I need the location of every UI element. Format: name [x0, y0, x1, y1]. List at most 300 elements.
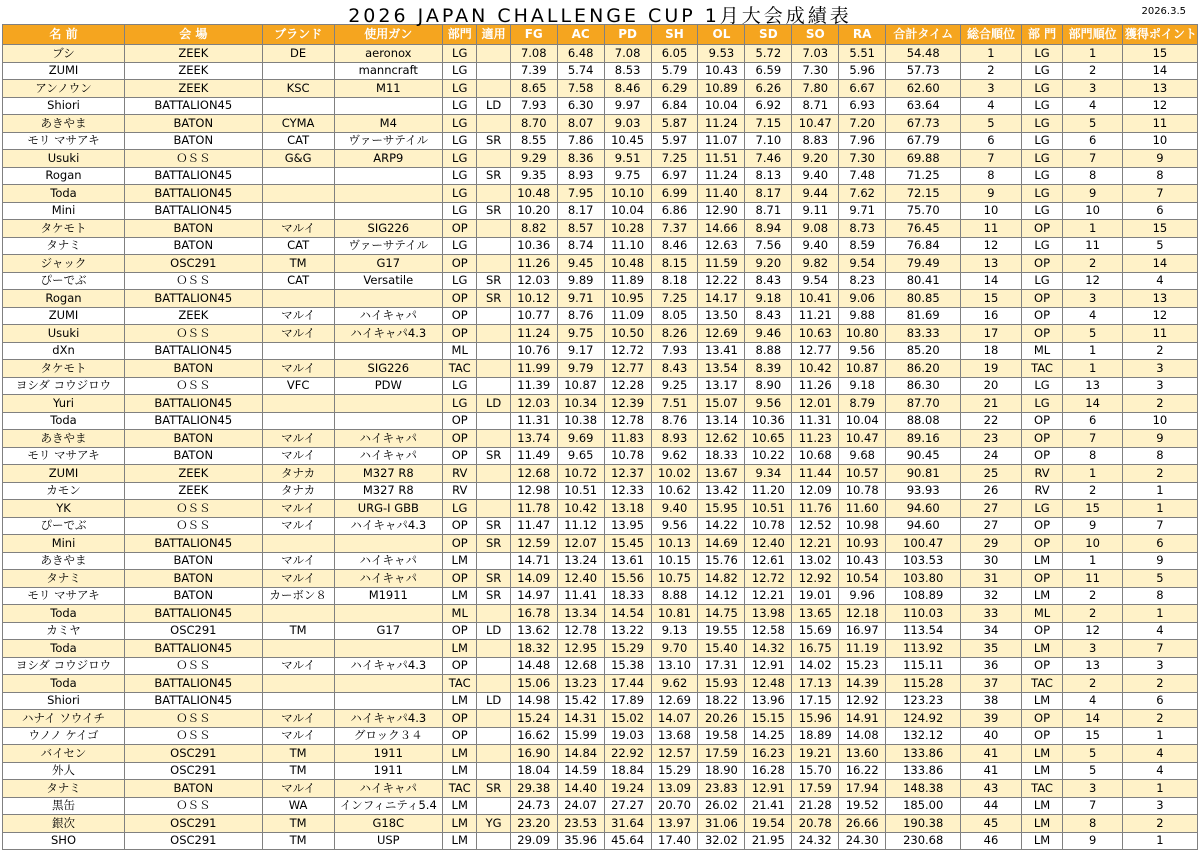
- table-cell: 1: [1063, 342, 1122, 360]
- table-row: [3, 395, 1198, 413]
- table-cell: 9.29: [510, 150, 557, 168]
- table-cell: OP: [1021, 412, 1063, 430]
- table-cell: 12.57: [651, 745, 698, 763]
- table-cell: 87.70: [886, 395, 961, 413]
- table-cell: 11.41: [557, 587, 604, 605]
- table-cell: LM: [1021, 640, 1063, 658]
- report-date: 2026.3.5: [1141, 6, 1186, 17]
- table-cell: 12.48: [745, 675, 792, 693]
- table-cell: 18.32: [510, 640, 557, 658]
- table-cell: 14.07: [651, 710, 698, 728]
- table-cell: 10.80: [839, 325, 886, 343]
- table-cell: 4: [961, 97, 1021, 115]
- table-row: [3, 80, 1198, 98]
- table-row: [3, 605, 1198, 623]
- table-cell: インフィニティ5.4: [334, 797, 442, 815]
- table-cell: 10.77: [510, 307, 557, 325]
- table-cell: [477, 710, 510, 728]
- table-cell: 9.75: [557, 325, 604, 343]
- table-cell: 32.02: [698, 832, 745, 850]
- table-cell: 12.63: [698, 237, 745, 255]
- table-cell: 23.83: [698, 780, 745, 798]
- table-row: [3, 132, 1198, 150]
- table-cell: 123.23: [886, 692, 961, 710]
- table-cell: 8: [1063, 447, 1122, 465]
- table-cell: 26.66: [839, 815, 886, 833]
- table-cell: 2: [1063, 587, 1122, 605]
- table-cell: [477, 377, 510, 395]
- table-cell: BATON: [125, 570, 263, 588]
- table-cell: OP: [443, 657, 477, 675]
- table-cell: 10.34: [557, 395, 604, 413]
- table-row: [3, 412, 1198, 430]
- table-cell: ML: [1021, 342, 1063, 360]
- table-cell: 外人: [3, 762, 125, 780]
- table-cell: ブシ: [3, 45, 125, 63]
- table-cell: OP: [443, 710, 477, 728]
- table-cell: 11: [961, 220, 1021, 238]
- table-cell: [334, 167, 442, 185]
- table-cell: 2: [1063, 675, 1122, 693]
- table-cell: [262, 675, 334, 693]
- table-cell: 19.01: [792, 587, 839, 605]
- table-cell: 8.36: [557, 150, 604, 168]
- table-cell: 7.08: [604, 45, 651, 63]
- table-cell: LG: [1021, 132, 1063, 150]
- table-cell: 10: [1063, 202, 1122, 220]
- table-cell: 7.48: [839, 167, 886, 185]
- table-cell: TM: [262, 815, 334, 833]
- table-cell: 13.74: [510, 430, 557, 448]
- table-cell: [334, 290, 442, 308]
- table-cell: 9.20: [745, 255, 792, 273]
- table-cell: 22.92: [604, 745, 651, 763]
- table-cell: 9: [1063, 517, 1122, 535]
- table-cell: LM: [443, 587, 477, 605]
- table-cell: Usuki: [3, 150, 125, 168]
- table-cell: 190.38: [886, 815, 961, 833]
- table-cell: 12.52: [792, 517, 839, 535]
- table-cell: 13: [1063, 377, 1122, 395]
- table-cell: 10.22: [745, 447, 792, 465]
- table-cell: OP: [443, 535, 477, 553]
- table-cell: 9.08: [792, 220, 839, 238]
- table-cell: LG: [443, 132, 477, 150]
- table-cell: マルイ: [262, 727, 334, 745]
- table-cell: 45: [961, 815, 1021, 833]
- table-cell: 132.12: [886, 727, 961, 745]
- table-cell: 23.53: [557, 815, 604, 833]
- table-cell: 10.62: [651, 482, 698, 500]
- table-cell: 15.96: [792, 710, 839, 728]
- table-cell: DE: [262, 45, 334, 63]
- table-cell: [477, 640, 510, 658]
- table-cell: SR: [477, 132, 510, 150]
- table-cell: RV: [443, 482, 477, 500]
- table-cell: モリ マサアキ: [3, 447, 125, 465]
- table-cell: 6.30: [557, 97, 604, 115]
- table-cell: 7: [1063, 797, 1122, 815]
- table-cell: ML: [443, 605, 477, 623]
- table-cell: Yuri: [3, 395, 125, 413]
- table-cell: LG: [443, 272, 477, 290]
- table-cell: Usuki: [3, 325, 125, 343]
- table-cell: 3: [1063, 780, 1122, 798]
- table-cell: 1: [1122, 832, 1197, 850]
- table-cell: 10.04: [604, 202, 651, 220]
- table-cell: BATON: [125, 552, 263, 570]
- table-cell: 14.98: [510, 692, 557, 710]
- table-cell: 18.84: [604, 762, 651, 780]
- table-cell: 12.77: [604, 360, 651, 378]
- table-cell: 115.28: [886, 675, 961, 693]
- table-cell: 7: [1122, 640, 1197, 658]
- table-cell: OP: [443, 517, 477, 535]
- table-row: [3, 447, 1198, 465]
- table-cell: LM: [1021, 762, 1063, 780]
- table-cell: 15.93: [698, 675, 745, 693]
- table-cell: 10: [1063, 535, 1122, 553]
- table-cell: 19.21: [792, 745, 839, 763]
- table-cell: [262, 290, 334, 308]
- table-cell: 81.69: [886, 307, 961, 325]
- table-cell: 10.02: [651, 465, 698, 483]
- table-cell: ZEEK: [125, 45, 263, 63]
- table-cell: RV: [1021, 482, 1063, 500]
- table-cell: 79.49: [886, 255, 961, 273]
- table-cell: 4: [1122, 622, 1197, 640]
- table-cell: 11: [1122, 115, 1197, 133]
- column-header: 名 前: [3, 25, 125, 45]
- table-cell: 76.45: [886, 220, 961, 238]
- table-cell: 11.09: [604, 307, 651, 325]
- table-cell: [477, 430, 510, 448]
- table-cell: 69.88: [886, 150, 961, 168]
- table-cell: ハイキャパ: [334, 570, 442, 588]
- table-cell: 1911: [334, 762, 442, 780]
- table-cell: BATTALION45: [125, 290, 263, 308]
- table-cell: 103.80: [886, 570, 961, 588]
- table-cell: ZEEK: [125, 482, 263, 500]
- table-cell: SR: [477, 167, 510, 185]
- table-cell: [477, 307, 510, 325]
- table-cell: 12.07: [557, 535, 604, 553]
- table-cell: 7.20: [839, 115, 886, 133]
- table-cell: SR: [477, 517, 510, 535]
- table-row: [3, 325, 1198, 343]
- table-cell: Toda: [3, 605, 125, 623]
- table-cell: G&G: [262, 150, 334, 168]
- table-cell: マルイ: [262, 325, 334, 343]
- table-cell: 9.56: [839, 342, 886, 360]
- table-cell: ジャック: [3, 255, 125, 273]
- column-header: 部門: [443, 25, 477, 45]
- table-cell: 19.24: [604, 780, 651, 798]
- table-cell: 15.69: [792, 622, 839, 640]
- table-cell: 9.40: [792, 167, 839, 185]
- table-cell: 15.15: [745, 710, 792, 728]
- table-cell: 7.58: [557, 80, 604, 98]
- table-cell: 9.46: [745, 325, 792, 343]
- column-header: AC: [557, 25, 604, 45]
- table-cell: ハイキャパ: [334, 447, 442, 465]
- table-cell: 90.81: [886, 465, 961, 483]
- table-cell: 12.98: [510, 482, 557, 500]
- table-cell: 1: [1122, 500, 1197, 518]
- table-cell: 9.70: [651, 640, 698, 658]
- table-cell: [262, 185, 334, 203]
- table-cell: [262, 342, 334, 360]
- table-cell: 5: [1122, 237, 1197, 255]
- table-cell: ハイキャパ4.3: [334, 710, 442, 728]
- table-cell: 133.86: [886, 762, 961, 780]
- table-row: [3, 517, 1198, 535]
- table-cell: TAC: [1021, 360, 1063, 378]
- table-cell: OP: [443, 727, 477, 745]
- table-cell: 11.60: [839, 500, 886, 518]
- table-cell: [334, 412, 442, 430]
- table-cell: 1: [1122, 605, 1197, 623]
- table-cell: 15.23: [839, 657, 886, 675]
- table-cell: LG: [1021, 62, 1063, 80]
- column-header: 会 場: [125, 25, 263, 45]
- table-cell: 13: [961, 255, 1021, 273]
- table-cell: 45.64: [604, 832, 651, 850]
- table-cell: 17.40: [651, 832, 698, 850]
- table-cell: 7.10: [745, 132, 792, 150]
- table-cell: OP: [1021, 570, 1063, 588]
- table-cell: 7: [1122, 185, 1197, 203]
- table-cell: LG: [443, 237, 477, 255]
- table-cell: [477, 762, 510, 780]
- table-cell: LG: [443, 62, 477, 80]
- table-cell: 13.62: [510, 622, 557, 640]
- table-cell: SR: [477, 570, 510, 588]
- table-cell: 12.18: [839, 605, 886, 623]
- table-cell: 14.59: [557, 762, 604, 780]
- table-cell: 8: [1122, 587, 1197, 605]
- table-cell: [334, 692, 442, 710]
- table-cell: ＯＳＳ: [125, 377, 263, 395]
- table-cell: 20: [961, 377, 1021, 395]
- table-cell: 8.88: [651, 587, 698, 605]
- table-cell: LG: [1021, 395, 1063, 413]
- table-cell: 35: [961, 640, 1021, 658]
- table-cell: 5: [1063, 762, 1122, 780]
- table-row: [3, 202, 1198, 220]
- table-cell: 13.22: [604, 622, 651, 640]
- table-cell: 15.29: [651, 762, 698, 780]
- table-cell: ＯＳＳ: [125, 325, 263, 343]
- table-cell: 9.68: [839, 447, 886, 465]
- table-row: [3, 255, 1198, 273]
- table-cell: 9: [1122, 150, 1197, 168]
- table-cell: 9: [1063, 185, 1122, 203]
- table-cell: [334, 535, 442, 553]
- table-cell: 8.46: [604, 80, 651, 98]
- table-cell: OSC291: [125, 745, 263, 763]
- table-cell: PDW: [334, 377, 442, 395]
- table-cell: [262, 97, 334, 115]
- table-cell: 6.05: [651, 45, 698, 63]
- table-cell: 90.45: [886, 447, 961, 465]
- table-cell: 12.40: [557, 570, 604, 588]
- table-cell: 10.76: [510, 342, 557, 360]
- table-row: [3, 780, 1198, 798]
- table-cell: manncraft: [334, 62, 442, 80]
- table-cell: LG: [1021, 115, 1063, 133]
- table-cell: 9.18: [745, 290, 792, 308]
- table-cell: 12.40: [745, 535, 792, 553]
- table-cell: LM: [443, 692, 477, 710]
- table-cell: 9.40: [792, 237, 839, 255]
- table-cell: あきやま: [3, 552, 125, 570]
- table-cell: 5.97: [651, 132, 698, 150]
- table-cell: OP: [443, 307, 477, 325]
- table-cell: BATON: [125, 587, 263, 605]
- table-cell: タナミ: [3, 780, 125, 798]
- table-cell: 43: [961, 780, 1021, 798]
- table-cell: 10.10: [604, 185, 651, 203]
- table-cell: 10.38: [557, 412, 604, 430]
- table-cell: Toda: [3, 412, 125, 430]
- table-cell: ＯＳＳ: [125, 710, 263, 728]
- table-cell: 12.22: [698, 272, 745, 290]
- table-cell: 20.78: [792, 815, 839, 833]
- table-cell: ハイキャパ: [334, 780, 442, 798]
- table-cell: 85.20: [886, 342, 961, 360]
- table-cell: LG: [443, 500, 477, 518]
- table-cell: LG: [443, 45, 477, 63]
- table-cell: 11.07: [698, 132, 745, 150]
- table-cell: 14.91: [839, 710, 886, 728]
- table-cell: 17: [961, 325, 1021, 343]
- table-cell: グロック３４: [334, 727, 442, 745]
- table-cell: 8.93: [557, 167, 604, 185]
- table-row: [3, 657, 1198, 675]
- table-cell: 10.48: [604, 255, 651, 273]
- table-cell: 21.28: [792, 797, 839, 815]
- table-cell: G17: [334, 255, 442, 273]
- table-cell: 27: [961, 517, 1021, 535]
- table-cell: 14.08: [839, 727, 886, 745]
- table-row: [3, 622, 1198, 640]
- table-cell: TM: [262, 762, 334, 780]
- table-cell: Toda: [3, 675, 125, 693]
- table-cell: BATTALION45: [125, 412, 263, 430]
- table-cell: 6: [1122, 692, 1197, 710]
- table-cell: Shiori: [3, 692, 125, 710]
- table-cell: 9.13: [651, 622, 698, 640]
- table-cell: 14.31: [557, 710, 604, 728]
- table-cell: 13.02: [792, 552, 839, 570]
- table-cell: 6.59: [745, 62, 792, 80]
- table-cell: 41: [961, 762, 1021, 780]
- table-cell: Rogan: [3, 290, 125, 308]
- table-cell: 13.42: [698, 482, 745, 500]
- table-cell: [477, 797, 510, 815]
- table-cell: 7.95: [557, 185, 604, 203]
- table-cell: 108.89: [886, 587, 961, 605]
- table-cell: BATTALION45: [125, 535, 263, 553]
- table-cell: 7.08: [510, 45, 557, 63]
- table-cell: 12.91: [745, 657, 792, 675]
- table-cell: 10.81: [651, 605, 698, 623]
- table-cell: 10.41: [792, 290, 839, 308]
- table-cell: 10.47: [839, 430, 886, 448]
- table-cell: 62.60: [886, 80, 961, 98]
- table-cell: 13.61: [604, 552, 651, 570]
- table-cell: 10: [1122, 412, 1197, 430]
- table-cell: 8.83: [792, 132, 839, 150]
- table-cell: 10.51: [745, 500, 792, 518]
- table-cell: 17.59: [698, 745, 745, 763]
- table-cell: SR: [477, 587, 510, 605]
- table-cell: 12.03: [510, 395, 557, 413]
- table-cell: 9.25: [651, 377, 698, 395]
- table-cell: 8.43: [745, 272, 792, 290]
- table-cell: 31.06: [698, 815, 745, 833]
- table-cell: 67.79: [886, 132, 961, 150]
- table-cell: 44: [961, 797, 1021, 815]
- table-cell: LG: [443, 202, 477, 220]
- table-row: [3, 220, 1198, 238]
- table-cell: 14: [961, 272, 1021, 290]
- table-cell: 14.39: [839, 675, 886, 693]
- table-cell: 9.82: [792, 255, 839, 273]
- table-cell: 185.00: [886, 797, 961, 815]
- table-cell: M327 R8: [334, 465, 442, 483]
- table-cell: 13: [1063, 657, 1122, 675]
- table-cell: 8.79: [839, 395, 886, 413]
- table-cell: 26: [961, 482, 1021, 500]
- table-cell: 9.56: [651, 517, 698, 535]
- table-cell: タナカ: [262, 465, 334, 483]
- table-cell: 10.75: [651, 570, 698, 588]
- table-cell: 2: [1122, 465, 1197, 483]
- table-cell: TM: [262, 255, 334, 273]
- table-cell: 9.69: [557, 430, 604, 448]
- table-cell: 2: [1122, 675, 1197, 693]
- table-cell: 17.89: [604, 692, 651, 710]
- table-cell: 67.73: [886, 115, 961, 133]
- table-cell: モリ マサアキ: [3, 587, 125, 605]
- table-cell: 10.78: [604, 447, 651, 465]
- table-cell: 6.93: [839, 97, 886, 115]
- table-cell: 8.17: [745, 185, 792, 203]
- table-cell: 113.92: [886, 640, 961, 658]
- table-row: [3, 500, 1198, 518]
- table-cell: 9.20: [792, 150, 839, 168]
- table-cell: LG: [443, 167, 477, 185]
- table-cell: 12.68: [510, 465, 557, 483]
- table-cell: 7: [1063, 430, 1122, 448]
- table-cell: 13.24: [557, 552, 604, 570]
- table-cell: 8.71: [792, 97, 839, 115]
- table-cell: RV: [443, 465, 477, 483]
- table-cell: ZEEK: [125, 62, 263, 80]
- table-cell: 11: [1122, 325, 1197, 343]
- table-cell: 9.54: [792, 272, 839, 290]
- table-cell: SR: [477, 272, 510, 290]
- table-cell: 133.86: [886, 745, 961, 763]
- table-cell: 1: [1063, 465, 1122, 483]
- column-header: PD: [604, 25, 651, 45]
- table-cell: [477, 342, 510, 360]
- table-cell: OP: [1021, 710, 1063, 728]
- table-cell: 14: [1063, 395, 1122, 413]
- table-cell: LM: [1021, 692, 1063, 710]
